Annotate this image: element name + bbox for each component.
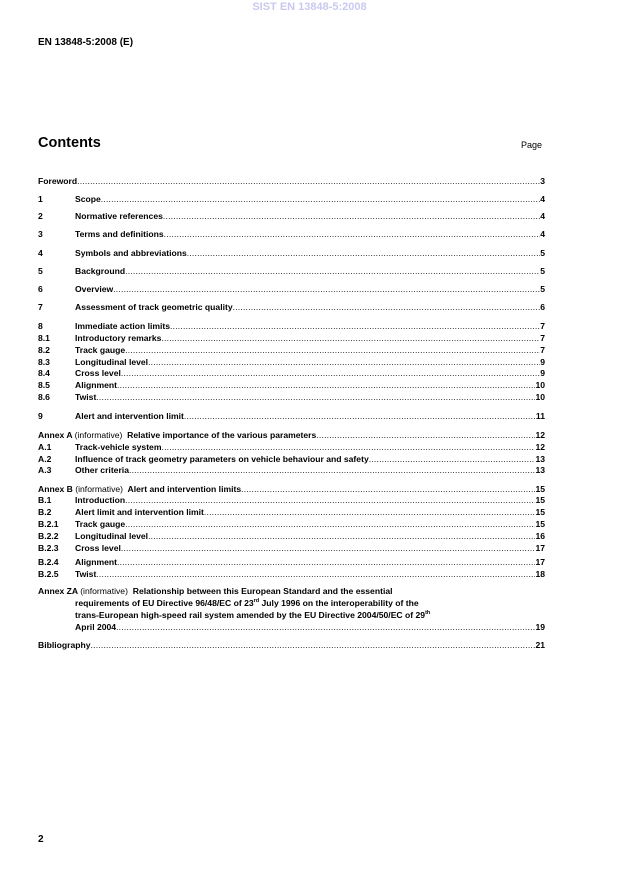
entry-title: Introductory remarks bbox=[75, 333, 162, 343]
entry-title: Alignment bbox=[75, 557, 118, 567]
entry-number: B.2.2 bbox=[38, 531, 59, 541]
entry-number: 2 bbox=[38, 211, 43, 221]
page-ref: 16 bbox=[535, 531, 545, 541]
entry-title: Scope bbox=[75, 194, 101, 204]
page-ref: 9 bbox=[540, 368, 545, 378]
entry-title: Normative references bbox=[75, 211, 163, 221]
entry-title: Longitudinal level bbox=[75, 531, 149, 541]
page-ref: 12 bbox=[535, 442, 545, 452]
page-column-label: Page bbox=[521, 140, 543, 150]
toc-entry[interactable] bbox=[38, 410, 545, 422]
annex-note: (informative) bbox=[75, 484, 124, 494]
toc-entry[interactable] bbox=[38, 530, 545, 542]
toc-entry[interactable] bbox=[38, 542, 545, 554]
toc-entry-annex-za[interactable]: Annex ZA (informative) Relationship between this European Standard and the essential bbox=[38, 586, 393, 596]
dot-leader bbox=[117, 556, 535, 568]
entry-title: Introduction bbox=[75, 495, 126, 505]
entry-title: Background bbox=[75, 266, 126, 276]
entry-number: B.1 bbox=[38, 495, 52, 505]
dot-leader bbox=[148, 530, 535, 542]
page-ref: 18 bbox=[535, 569, 545, 579]
dot-leader bbox=[163, 210, 540, 222]
entry-title: Track gauge bbox=[75, 519, 126, 529]
page-ref: 4 bbox=[540, 211, 545, 221]
toc-entry[interactable] bbox=[38, 193, 545, 205]
entry-title: Track gauge bbox=[75, 345, 126, 355]
entry-number: A.1 bbox=[38, 442, 52, 452]
toc-entry[interactable] bbox=[38, 367, 545, 379]
entry-title: Terms and definitions bbox=[75, 229, 164, 239]
dot-leader bbox=[117, 379, 535, 391]
entry-number: B.2.1 bbox=[38, 519, 59, 529]
toc-entry[interactable] bbox=[38, 265, 545, 277]
entry-number: 7 bbox=[38, 302, 43, 312]
dot-leader bbox=[125, 265, 540, 277]
toc-entry[interactable] bbox=[38, 320, 545, 332]
dot-leader bbox=[101, 193, 540, 205]
dot-leader bbox=[121, 542, 536, 554]
toc-entry[interactable] bbox=[38, 556, 545, 568]
toc-entry[interactable] bbox=[38, 210, 545, 222]
toc-entry[interactable] bbox=[38, 441, 545, 453]
dot-leader bbox=[113, 283, 540, 295]
dot-leader bbox=[96, 391, 535, 403]
dot-leader bbox=[164, 228, 541, 240]
entry-title: Longitudinal level bbox=[75, 357, 149, 367]
page-ref: 15 bbox=[535, 519, 545, 529]
toc-entry[interactable] bbox=[38, 429, 545, 441]
dot-leader bbox=[96, 568, 535, 580]
toc-entry[interactable] bbox=[38, 464, 545, 476]
toc-entry[interactable] bbox=[38, 344, 545, 356]
page-ref: 11 bbox=[535, 411, 545, 421]
page-ref: 17 bbox=[535, 543, 545, 553]
page-ref: 4 bbox=[540, 229, 545, 239]
page-ref: 7 bbox=[540, 345, 545, 355]
entry-number: 8.6 bbox=[38, 392, 50, 402]
entry-number: 6 bbox=[38, 284, 43, 294]
page-ref: 15 bbox=[535, 507, 545, 517]
entry-title: Alert limit and intervention limit bbox=[75, 507, 204, 517]
toc-entry[interactable] bbox=[38, 568, 545, 580]
toc-entry[interactable] bbox=[38, 518, 545, 530]
page-ref: 10 bbox=[535, 392, 545, 402]
entry-number: B.2.3 bbox=[38, 543, 59, 553]
page-ref: 5 bbox=[540, 248, 545, 258]
toc-entry[interactable] bbox=[38, 332, 545, 344]
entry-number: B.2 bbox=[38, 507, 52, 517]
toc-entry-annex-za-line3: trans-European high-speed rail system amended by the EU Directive 2004/50/EC of 29th bbox=[75, 610, 431, 620]
page-ref: 7 bbox=[540, 333, 545, 343]
dot-leader bbox=[125, 494, 535, 506]
entry-title: Cross level bbox=[75, 368, 121, 378]
entry-number: 5 bbox=[38, 266, 43, 276]
entry-title: Alert and intervention limits bbox=[127, 484, 242, 494]
toc-entry[interactable] bbox=[38, 506, 545, 518]
toc-entry[interactable] bbox=[38, 301, 545, 313]
page-ref: 5 bbox=[540, 266, 545, 276]
page-ref: 10 bbox=[535, 380, 545, 390]
toc-entry[interactable] bbox=[38, 283, 545, 295]
entry-number: 8.2 bbox=[38, 345, 50, 355]
entry-number: 8.5 bbox=[38, 380, 50, 390]
entry-number: A.2 bbox=[38, 454, 52, 464]
entry-title: Relative importance of the various parameters bbox=[127, 430, 317, 440]
page-ref: 13 bbox=[535, 454, 545, 464]
annex-note: (informative) bbox=[74, 430, 123, 440]
dot-leader bbox=[91, 639, 536, 651]
toc-entry[interactable] bbox=[38, 228, 545, 240]
toc-entry[interactable] bbox=[38, 391, 545, 403]
entry-title: Alert and intervention limit bbox=[75, 411, 184, 421]
entry-number: B.2.5 bbox=[38, 569, 59, 579]
dot-leader bbox=[170, 320, 540, 332]
page-ref: 13 bbox=[535, 465, 545, 475]
entry-title: Alignment bbox=[75, 380, 118, 390]
dot-leader bbox=[233, 301, 541, 313]
dot-leader bbox=[184, 410, 536, 422]
toc-entry-annex-za-line2: requirements of EU Directive 96/48/EC of 23rd July 1996 on the interoperability of the bbox=[75, 598, 419, 608]
page-ref: 4 bbox=[540, 194, 545, 204]
dot-leader bbox=[161, 441, 535, 453]
toc-entry-bibliography[interactable]: Bibliography ..... 21 bbox=[38, 639, 545, 651]
entry-number: 1 bbox=[38, 194, 43, 204]
page-ref: 3 bbox=[540, 176, 545, 186]
watermark: SIST EN 13848-5:2008 bbox=[252, 1, 367, 13]
entry-title: Foreword bbox=[38, 176, 78, 186]
entry-number: B.2.4 bbox=[38, 557, 59, 567]
dot-leader bbox=[125, 344, 540, 356]
page-ref: 5 bbox=[540, 284, 545, 294]
page-ref: 17 bbox=[535, 557, 545, 567]
toc-entry[interactable] bbox=[38, 175, 545, 187]
toc-entry[interactable] bbox=[38, 494, 545, 506]
toc-entry[interactable] bbox=[38, 379, 545, 391]
entry-title: Twist bbox=[75, 569, 97, 579]
annex-label: Annex B bbox=[38, 484, 73, 494]
entry-number: 3 bbox=[38, 229, 43, 239]
entry-title: Immediate action limits bbox=[75, 321, 171, 331]
entry-number: 8.4 bbox=[38, 368, 50, 378]
document-header: EN 13848-5:2008 (E) bbox=[38, 37, 134, 48]
dot-leader bbox=[116, 621, 535, 633]
dot-leader bbox=[187, 247, 540, 259]
entry-title: Other criteria bbox=[75, 465, 129, 475]
page-number: 2 bbox=[38, 834, 44, 845]
dot-leader bbox=[77, 175, 540, 187]
entry-title: Symbols and abbreviations bbox=[75, 248, 187, 258]
entry-title: Cross level bbox=[75, 543, 121, 553]
entry-title: Assessment of track geometric quality bbox=[75, 302, 233, 312]
page-ref: 7 bbox=[540, 321, 545, 331]
dot-leader bbox=[204, 506, 536, 518]
page-ref: 19 bbox=[535, 622, 545, 632]
entry-number: 8 bbox=[38, 321, 43, 331]
page-ref: 6 bbox=[540, 302, 545, 312]
entry-number: A.3 bbox=[38, 465, 52, 475]
dot-leader bbox=[125, 518, 535, 530]
dot-leader bbox=[121, 367, 540, 379]
entry-number: 8.3 bbox=[38, 357, 50, 367]
annex-label: Annex A bbox=[38, 430, 73, 440]
page-ref: 15 bbox=[535, 484, 545, 494]
page-ref: 15 bbox=[535, 495, 545, 505]
entry-number: 4 bbox=[38, 248, 43, 258]
entry-title: Track-vehicle system bbox=[75, 442, 162, 452]
entry-number: 8.1 bbox=[38, 333, 50, 343]
dot-leader bbox=[129, 464, 535, 476]
page-title: Contents bbox=[38, 135, 101, 151]
dot-leader bbox=[316, 429, 535, 441]
entry-title: Influence of track geometry parameters on vehicle behaviour and safety bbox=[75, 454, 369, 464]
toc-entry[interactable] bbox=[38, 247, 545, 259]
dot-leader bbox=[161, 332, 540, 344]
entry-number: 9 bbox=[38, 411, 43, 421]
entry-title: Twist bbox=[75, 392, 97, 402]
page-ref: 9 bbox=[540, 357, 545, 367]
page-ref: 21 bbox=[535, 640, 545, 650]
page-ref: 12 bbox=[535, 430, 545, 440]
entry-title: Overview bbox=[75, 284, 114, 294]
toc-entry-annex-za-line4[interactable]: April 2004 ..... 19 bbox=[75, 621, 545, 633]
